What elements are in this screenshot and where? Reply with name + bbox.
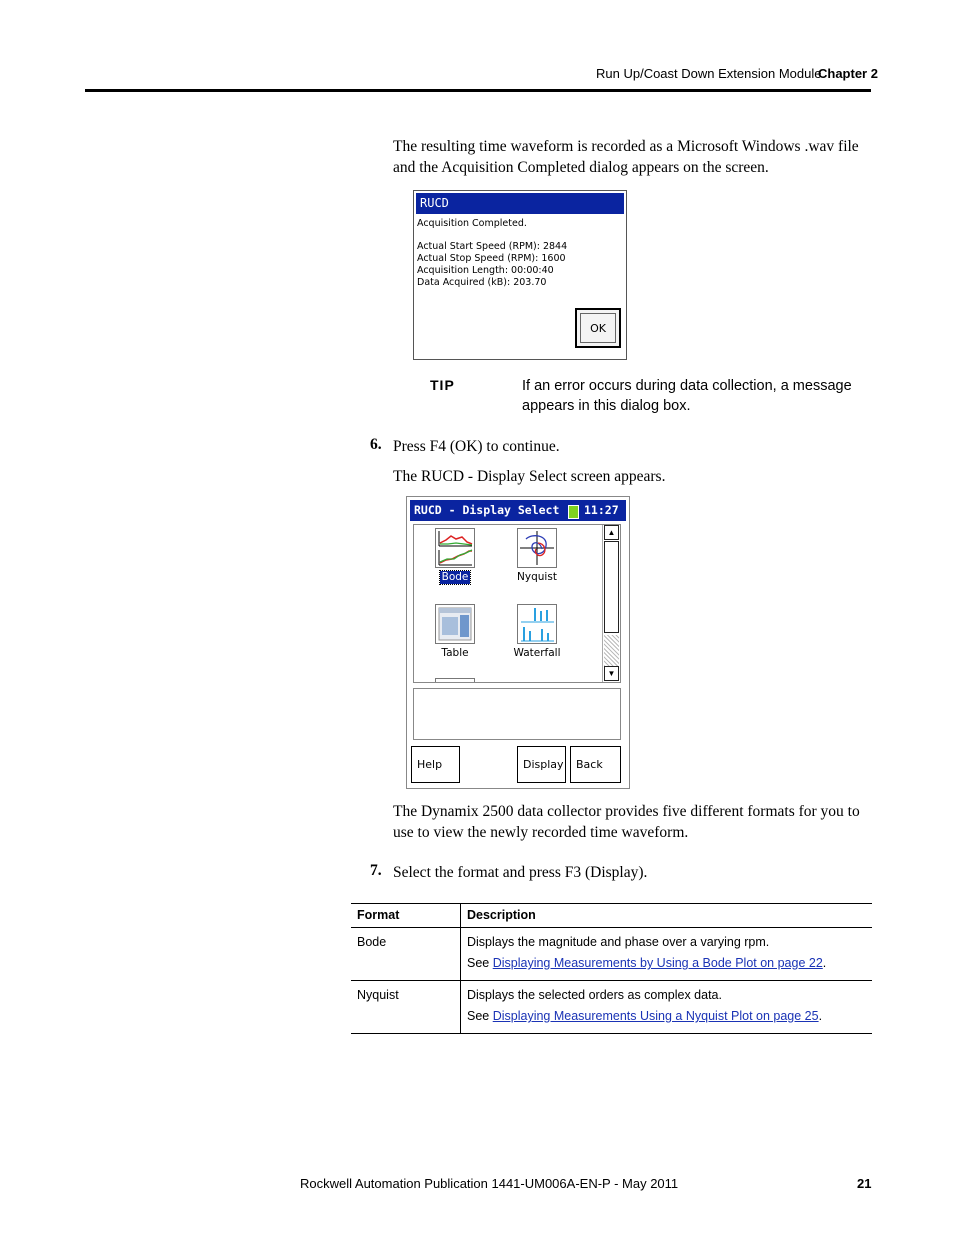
table-header-row	[351, 904, 872, 928]
running-header-title: Run Up/Coast Down Extension Module	[596, 66, 822, 81]
table-header-description: Description	[461, 904, 873, 928]
format-icon-list[interactable]	[413, 524, 621, 683]
see-suffix: .	[818, 1009, 823, 1023]
table-label[interactable]: Table	[441, 647, 469, 659]
waterfall-icon[interactable]	[517, 604, 557, 644]
acquisition-length-readout: Acquisition Length: 00:00:40	[417, 265, 554, 276]
table-icon[interactable]	[435, 604, 475, 644]
running-header-chapter: Chapter 2	[818, 66, 878, 81]
partial-next-icon[interactable]	[435, 678, 475, 683]
table-row	[351, 981, 872, 1034]
data-acquired-readout: Data Acquired (kB): 203.70	[417, 277, 547, 288]
intro-paragraph: The resulting time waveform is recorded as a Microsoft Windows .wav file and the Acquisition Completed dialog appears on the screen.	[393, 138, 859, 176]
back-button[interactable]: Back	[570, 746, 621, 783]
bode-label[interactable]: Bode	[441, 571, 469, 583]
display-select-screen	[406, 496, 630, 789]
step-6-number: 6.	[370, 436, 382, 453]
stop-speed-readout: Actual Stop Speed (RPM): 1600	[417, 253, 566, 264]
tip-label: TIP	[430, 377, 455, 393]
see-prefix: See	[467, 956, 493, 970]
clock-time: 11:27	[584, 503, 619, 517]
dialog-title-bar: RUCD	[416, 193, 624, 214]
table-cell-description	[461, 981, 873, 1034]
tip-text: If an error occurs during data collection, a message appears in this dialog box.	[522, 378, 852, 414]
scroll-up-icon[interactable]: ▲	[604, 525, 619, 540]
format-table	[351, 903, 872, 1034]
table-cell-format: Bode	[351, 928, 461, 981]
dialog-message: Acquisition Completed.	[417, 218, 527, 229]
see-also-line	[467, 1006, 866, 1027]
table-cell-description	[461, 928, 873, 981]
table-cell-format: Nyquist	[351, 981, 461, 1034]
step-7-number: 7.	[370, 862, 382, 879]
description-panel	[413, 688, 621, 740]
start-speed-readout: Actual Start Speed (RPM): 2844	[417, 241, 568, 252]
waterfall-label[interactable]: Waterfall	[513, 647, 561, 659]
ok-button[interactable]	[575, 308, 621, 348]
step-6-text: Press F4 (OK) to continue.	[393, 438, 560, 455]
battery-icon	[568, 505, 579, 519]
display-select-title-bar	[410, 500, 626, 521]
help-button[interactable]: Help	[411, 746, 460, 783]
step-7-text: Select the format and press F3 (Display).	[393, 864, 648, 881]
footer-publication: Rockwell Automation Publication 1441-UM006A-EN-P - May 2011	[300, 1176, 679, 1191]
nyquist-plot-link[interactable]: Displaying Measurements Using a Nyquist Plot on page 25	[492, 1009, 819, 1023]
ok-button-label: OK	[580, 313, 616, 343]
scroll-down-icon[interactable]: ▼	[604, 666, 619, 681]
step-6-result: The RUCD - Display Select screen appears.	[393, 468, 666, 485]
description-text: Displays the magnitude and phase over a varying rpm.	[467, 935, 770, 949]
scrollbar[interactable]	[602, 525, 621, 682]
formats-paragraph: The Dynamix 2500 data collector provides five different formats for you to use to view the newly recorded time waveform.	[393, 803, 860, 841]
header-rule	[85, 89, 871, 92]
acquisition-completed-dialog	[413, 190, 627, 360]
nyquist-label[interactable]: Nyquist	[517, 571, 557, 583]
nyquist-icon[interactable]	[517, 528, 557, 568]
display-button[interactable]: Display	[517, 746, 566, 783]
description-text: Displays the selected orders as complex data.	[467, 988, 722, 1002]
page-number: 21	[857, 1176, 872, 1191]
see-also-line	[467, 953, 866, 974]
display-select-title: RUCD - Display Select	[414, 503, 560, 517]
see-suffix: .	[822, 956, 827, 970]
bode-plot-link[interactable]: Displaying Measurements by Using a Bode Plot on page 22	[492, 956, 823, 970]
scrollbar-track[interactable]	[604, 635, 619, 666]
see-prefix: See	[467, 1009, 493, 1023]
bode-icon[interactable]	[435, 528, 475, 568]
table-header-format: Format	[351, 904, 461, 928]
table-row	[351, 928, 872, 981]
scrollbar-thumb[interactable]	[604, 541, 619, 633]
